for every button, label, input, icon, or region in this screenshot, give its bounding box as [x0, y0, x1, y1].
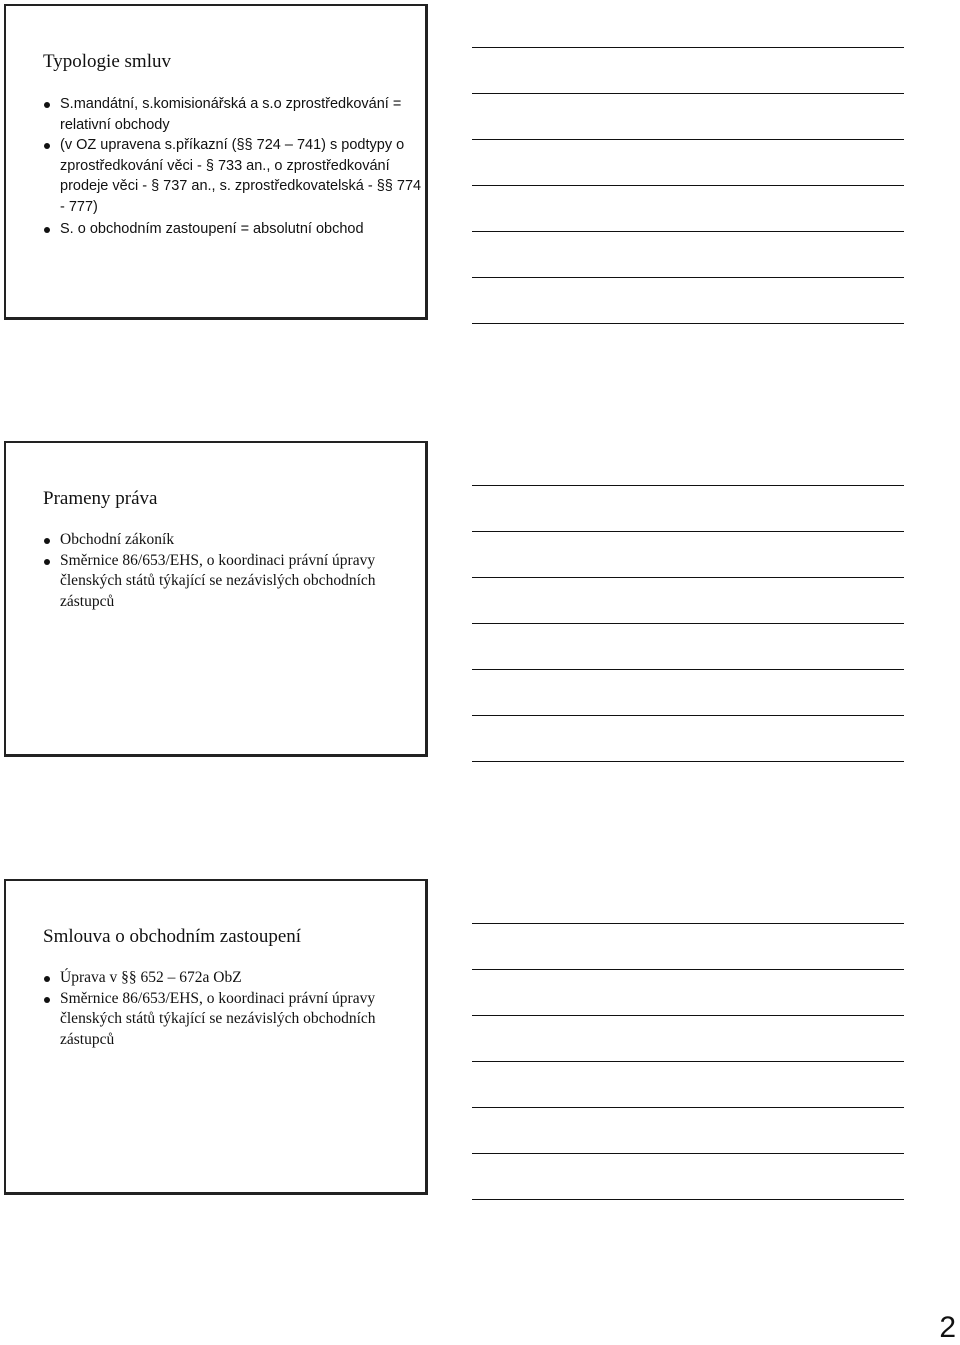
note-line	[472, 969, 904, 970]
note-line	[472, 277, 904, 278]
note-line	[472, 139, 904, 140]
note-line	[472, 669, 904, 670]
bullet-item: Úprava v §§ 652 – 672a ObZ	[43, 968, 423, 989]
slide-title: Smlouva o obchodním zastoupení	[43, 926, 302, 947]
page-number: 2	[939, 1311, 956, 1344]
note-line	[472, 231, 904, 232]
note-line	[472, 923, 904, 924]
slide-title: Typologie smluv	[43, 51, 171, 72]
note-line	[472, 93, 904, 94]
note-line	[472, 761, 904, 762]
bullet-list	[43, 94, 423, 240]
note-line	[472, 185, 904, 186]
note-line	[472, 1199, 904, 1200]
bullet-item: S. o obchodním zastoupení = absolutní obchod	[43, 219, 423, 240]
bullet-list	[43, 968, 423, 1050]
note-line	[472, 1061, 904, 1062]
bullet-list	[43, 530, 423, 612]
note-line	[472, 577, 904, 578]
note-line	[472, 531, 904, 532]
note-line	[472, 485, 904, 486]
bullet-item: (v OZ upravena s.příkazní (§§ 724 – 741) s podtypy o zprostředkování věci - § 733 an., o zprostředkování prodeje věci - § 737 an., s. zprostředkovatelská - §§ 774 - 777)	[43, 135, 423, 217]
note-line	[472, 47, 904, 48]
slide-2	[4, 441, 428, 757]
slide-1	[4, 4, 428, 320]
bullet-item: Směrnice 86/653/EHS, o koordinaci právní úpravy členských států týkající se nezávislých obchodních zástupců	[43, 551, 423, 613]
note-line	[472, 1015, 904, 1016]
note-line	[472, 623, 904, 624]
note-line	[472, 715, 904, 716]
note-line	[472, 323, 904, 324]
bullet-item: Směrnice 86/653/EHS, o koordinaci právní úpravy členských států týkající se nezávislých obchodních zástupců	[43, 989, 423, 1051]
slide-title: Prameny práva	[43, 488, 158, 509]
note-line	[472, 1107, 904, 1108]
note-line	[472, 1153, 904, 1154]
bullet-item: Obchodní zákoník	[43, 530, 423, 551]
bullet-item: S.mandátní, s.komisionářská a s.o zprostředkování = relativní obchody	[43, 94, 423, 135]
slide-3	[4, 879, 428, 1195]
